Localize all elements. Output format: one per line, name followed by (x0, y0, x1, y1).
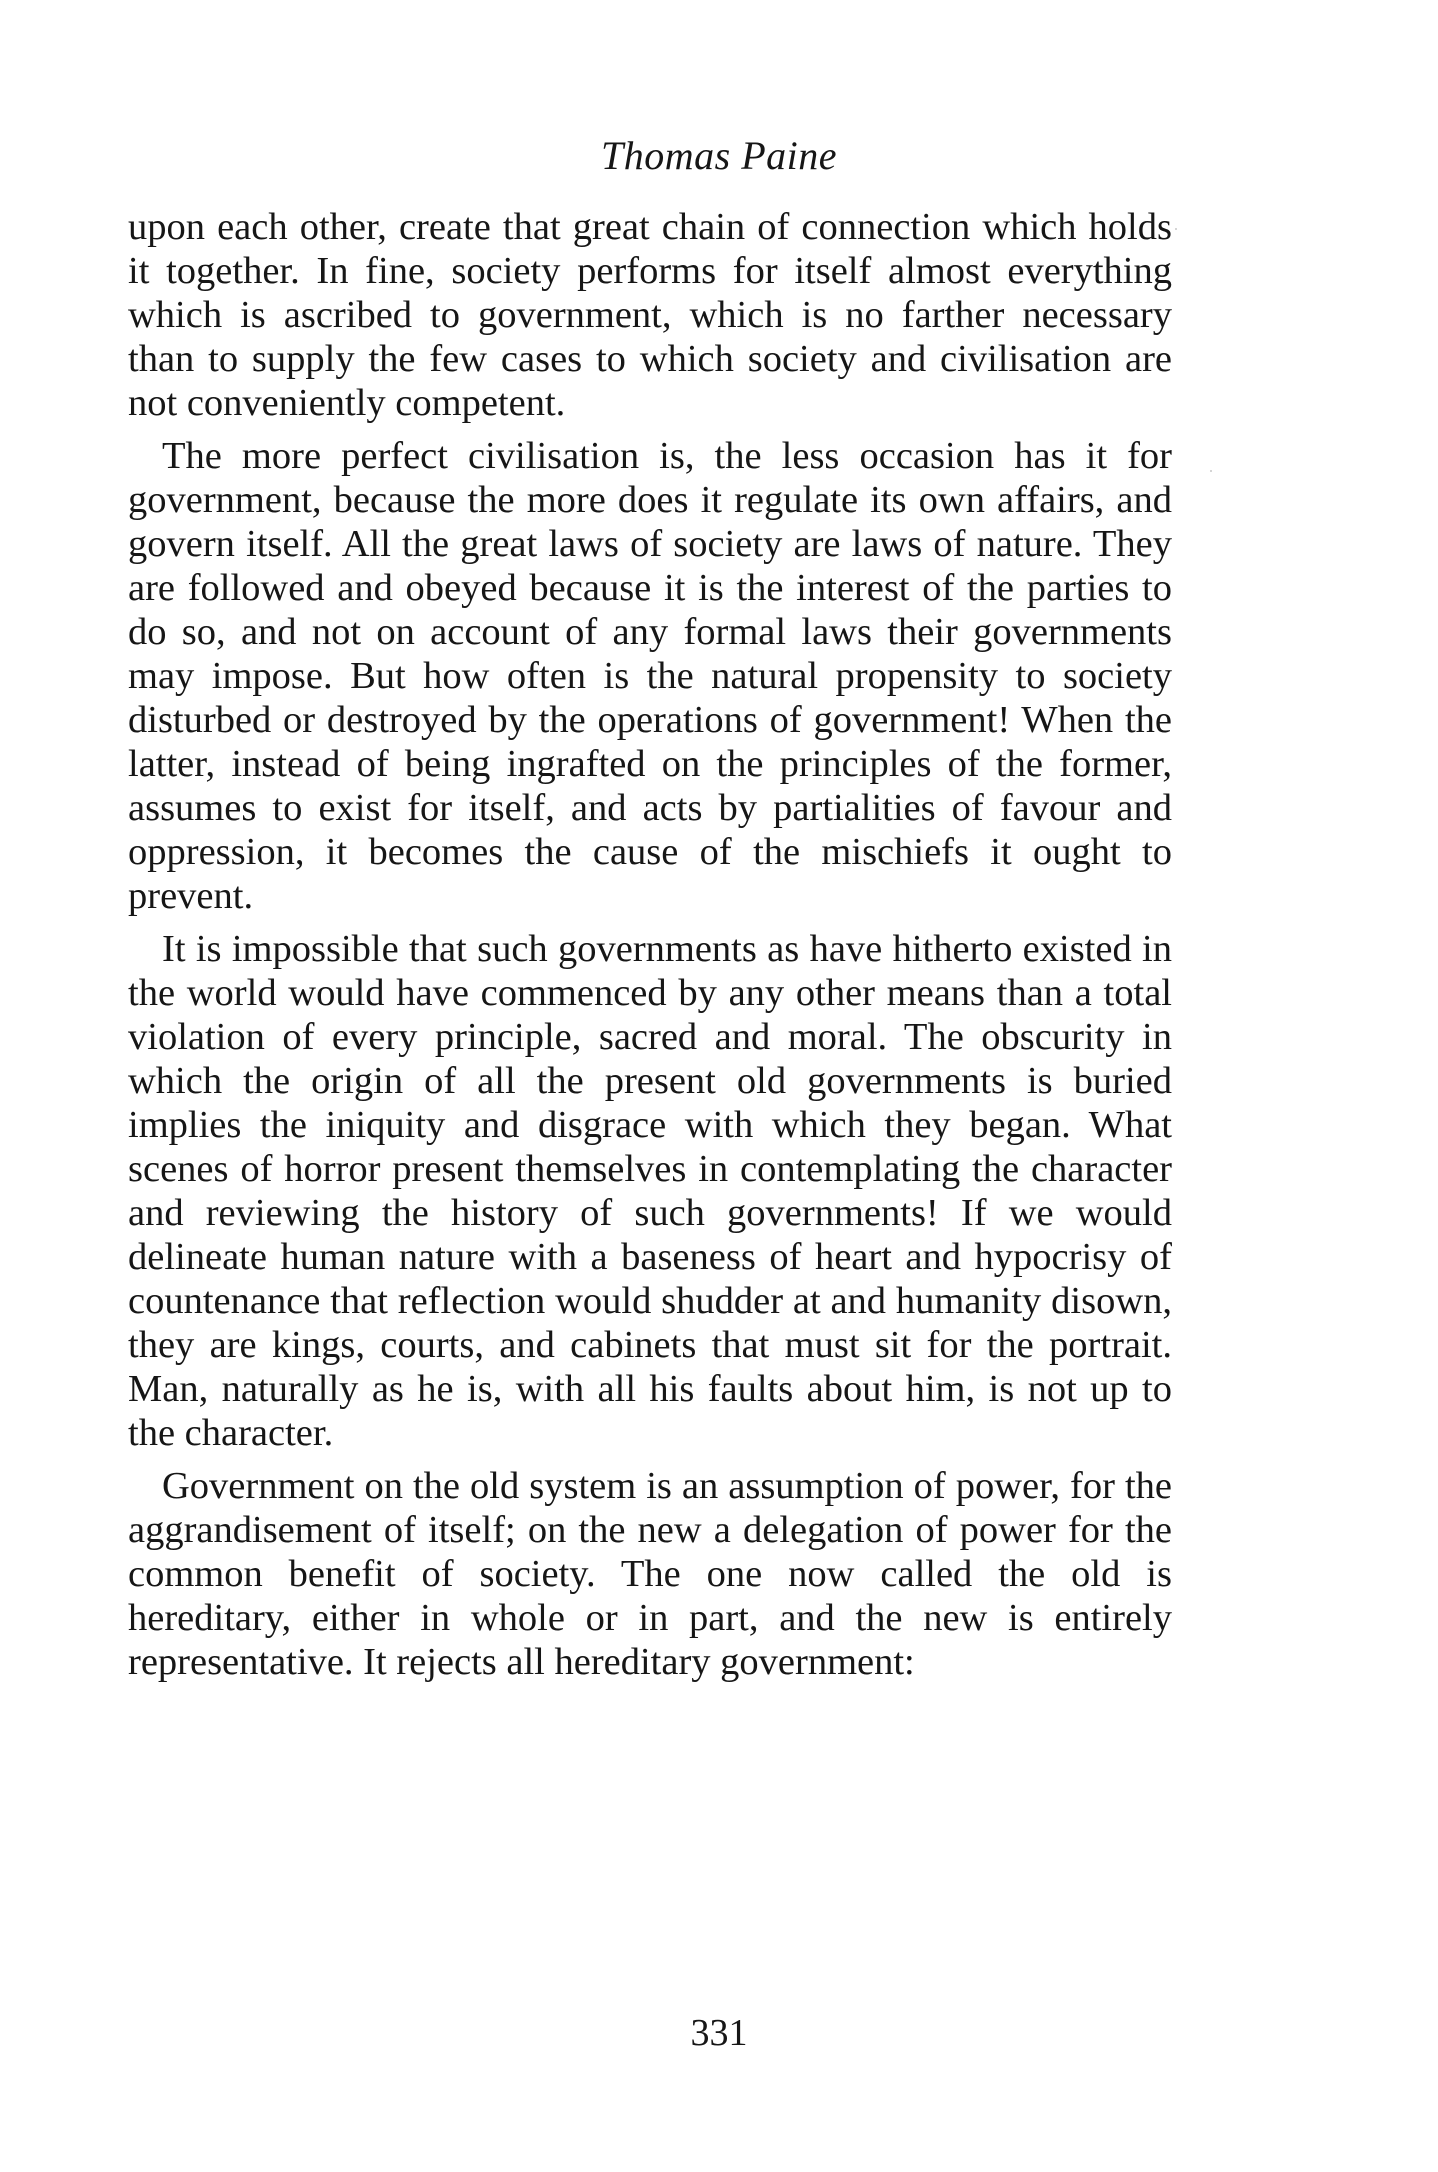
body-text (128, 205, 1172, 1684)
running-head: Thomas Paine (601, 133, 837, 178)
scan-speck (1210, 470, 1212, 472)
paragraph-continuation: upon each other, create that great chain of connection which holds it together. In fine, society performs for itself almost everything which is ascribed to government, which is no farther necessary than to supply the few cases to which society and civilisation are not conveniently competent. (128, 206, 1172, 424)
paragraph: The more perfect civilisation is, the less occasion has it for government, because the more does it regulate its own affairs, and govern itself. All the great laws of society are laws of nature. They are followed and obeyed because it is the interest of the parties to do so, and not on account of any formal laws their governments may impose. But how often is the natural propensity to society disturbed or destroyed by the operations of government! When the latter, instead of being ingrafted on the principles of the former, assumes to exist for itself, and acts by partialities of favour and oppression, it becomes the cause of the mischiefs it ought to prevent. (128, 435, 1172, 917)
scan-speck (1175, 228, 1177, 230)
page-number: 331 (690, 2012, 748, 2054)
paragraph: It is impossible that such governments as have hitherto existed in the world would have commenced by any other means than a total violation of every principle, sacred and moral. The obscurity in which the origin of all the present old governments is buried implies the iniquity and disgrace with which they began. What scenes of horror present themselves in contemplating the character and reviewing the history of such governments! If we would delineate human nature with a baseness of heart and hypocrisy of countenance that reflection would shudder at and humanity disown, they are kings, courts, and cabinets that must sit for the portrait. Man, naturally as he is, with all his faults about him, is not up to the character. (128, 928, 1172, 1454)
paragraph: Government on the old system is an assumption of power, for the aggrandisement of itself; on the new a delegation of power for the common benefit of society. The one now called the old is hereditary, either in whole or in part, and the new is entirely representative. It rejects all hereditary government: (128, 1465, 1172, 1683)
